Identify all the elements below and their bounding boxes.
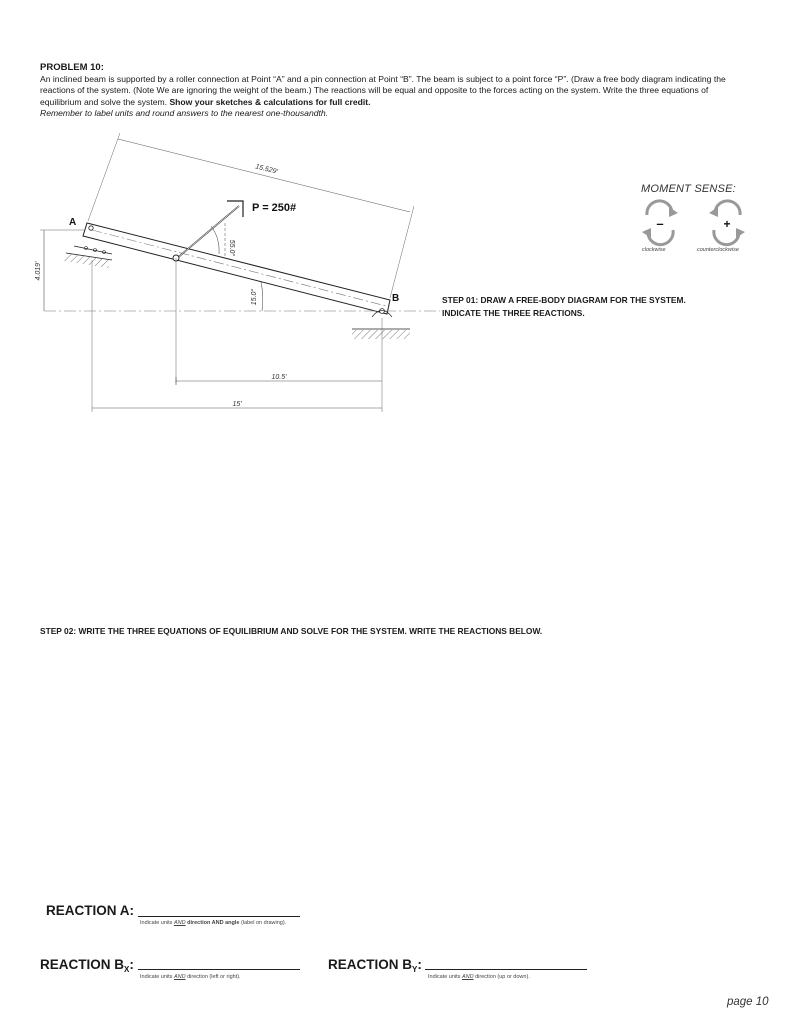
step-01-line-1: STEP 01: DRAW A FREE-BODY DIAGRAM FOR THE SYSTEM. bbox=[442, 295, 686, 305]
step-01-line-2: INDICATE THE THREE REACTIONS. bbox=[442, 307, 585, 318]
problem-text: An inclined beam is supported by a roller connection at Point “A” and a pin connection at Point “B”. The beam is subject to a point force “P”. (Draw a free body diagram indicating the reactions of the system. (Note We are ignoring the weight of the beam.) The reactions will be equal and opposite to the forces acting on the system. Write the three equations of equilibrium and solve the system. bbox=[40, 74, 726, 107]
moment-sense-title: MOMENT SENSE: bbox=[641, 183, 736, 195]
beam-centerline bbox=[92, 230, 386, 306]
reaction-a-answer-line[interactable] bbox=[138, 916, 300, 917]
beam-diagram bbox=[0, 0, 787, 430]
point-a-label: A bbox=[69, 217, 77, 228]
step-01-instructions bbox=[442, 294, 686, 319]
reaction-bx-answer-line[interactable] bbox=[138, 969, 300, 970]
force-label: P = 250# bbox=[252, 202, 297, 214]
reaction-a-note: Indicate units AND direction AND angle (label on drawing). bbox=[140, 920, 287, 926]
beam-angle-label: 15.0° bbox=[251, 288, 258, 306]
inclined-beam bbox=[83, 223, 390, 314]
page-number: page 10 bbox=[727, 996, 769, 1008]
dim-force-horizontal: 10.5' bbox=[271, 374, 287, 381]
clockwise-icon bbox=[642, 201, 678, 245]
roller-support-a bbox=[89, 226, 93, 230]
dim-height: 4.019' bbox=[35, 261, 42, 281]
dim-beam-length: 15.529' bbox=[254, 163, 279, 176]
problem-text-bold: Show your sketches & calculations for full credit. bbox=[169, 96, 371, 107]
reaction-bx-label: REACTION $B_X$: bbox=[40, 957, 134, 974]
step-02-instructions: STEP 02: WRITE THE THREE EQUATIONS OF EQUILIBRIUM AND SOLVE FOR THE SYSTEM. WRITE THE REACTIONS BELOW. bbox=[40, 626, 543, 636]
force-angle-label: 55.0° bbox=[228, 239, 235, 257]
counterclockwise-caption: counterclockwise bbox=[697, 247, 739, 253]
clockwise-caption: clockwise bbox=[642, 247, 666, 253]
problem-title: PROBLEM 10: bbox=[40, 62, 104, 73]
point-b-label: B bbox=[392, 293, 400, 304]
reaction-by-answer-line[interactable] bbox=[425, 969, 587, 970]
dim-total-horizontal: 15' bbox=[232, 401, 242, 408]
problem-text-italic: Remember to label units and round answers to the nearest one-thousandth. bbox=[40, 108, 329, 119]
reaction-bx-note: Indicate units AND direction (left or right). bbox=[140, 974, 241, 980]
counterclockwise-icon bbox=[709, 201, 745, 245]
reaction-by-note: Indicate units AND direction (up or down). bbox=[428, 974, 530, 980]
minus-sign: – bbox=[656, 216, 664, 231]
reaction-by-label: REACTION $B_Y$: bbox=[328, 957, 422, 974]
reaction-a-label: REACTION A: bbox=[46, 903, 134, 918]
plus-sign: + bbox=[723, 217, 731, 231]
